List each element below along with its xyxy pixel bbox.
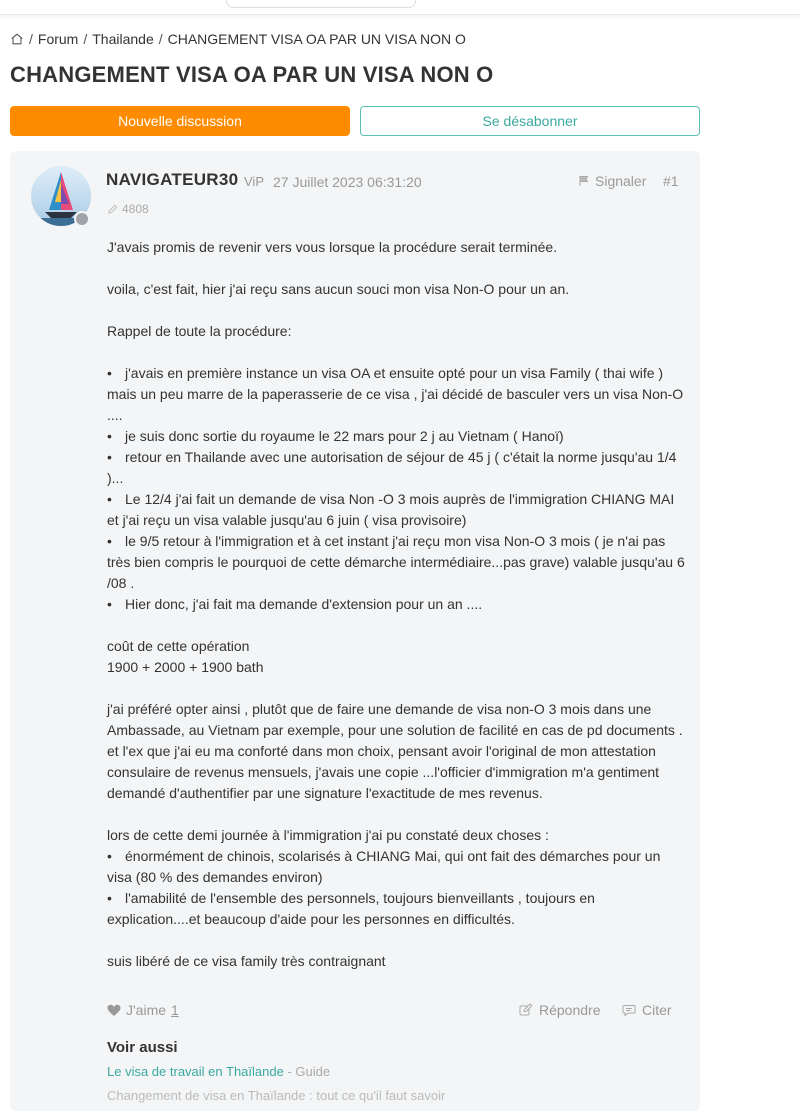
reply-button[interactable] bbox=[519, 1002, 601, 1018]
vip-badge: ViP bbox=[244, 174, 264, 189]
breadcrumb-separator: / bbox=[83, 31, 88, 47]
post-paragraph: coût de cette opération 1900 + 2000 + 1900 bath bbox=[107, 638, 264, 675]
post-number[interactable]: #1 bbox=[663, 173, 679, 189]
author-post-count bbox=[107, 202, 149, 216]
online-status-indicator bbox=[74, 211, 90, 227]
post-body bbox=[107, 237, 689, 993]
unsubscribe-button[interactable]: Se désabonner bbox=[360, 106, 700, 136]
search-input[interactable] bbox=[226, 0, 416, 8]
edit-icon bbox=[519, 1003, 533, 1017]
like-label: J'aime bbox=[126, 1002, 167, 1018]
list-item: • énormément de chinois, scolarisés à CHIANG Mai, qui ont fait des démarches pour un visa (80 % des demandes environ) bbox=[107, 848, 661, 885]
reply-label: Répondre bbox=[539, 1002, 601, 1018]
observations-list bbox=[107, 846, 689, 930]
post-paragraph: Rappel de toute la procédure: bbox=[107, 323, 292, 339]
pencil-icon bbox=[107, 204, 118, 215]
quote-button[interactable] bbox=[622, 1002, 672, 1018]
heart-icon bbox=[107, 1004, 121, 1017]
flag-icon bbox=[578, 175, 590, 187]
see-also-tag: - Guide bbox=[287, 1064, 331, 1079]
breadcrumb-current: CHANGEMENT VISA OA PAR UN VISA NON O bbox=[167, 31, 466, 47]
breadcrumb-forum-link[interactable]: Forum bbox=[37, 31, 79, 47]
list-item: • Hier donc, j'ai fait ma demande d'extension pour un an .... bbox=[107, 596, 483, 612]
report-label: Signaler bbox=[595, 173, 647, 189]
breadcrumb bbox=[10, 31, 466, 47]
breadcrumb-separator: / bbox=[29, 31, 33, 47]
post-paragraph: lors de cette demi journée à l'immigration j'ai pu constaté deux choses : bbox=[107, 827, 549, 843]
like-count[interactable]: 1 bbox=[171, 1002, 179, 1018]
page-title: CHANGEMENT VISA OA PAR UN VISA NON O bbox=[10, 62, 494, 87]
post-paragraph: suis libéré de ce visa family très contraignant bbox=[107, 953, 386, 969]
procedure-steps-list bbox=[107, 363, 689, 615]
post-paragraph: voila, c'est fait, hier j'ai reçu sans aucun souci mon visa Non-O pour un an. bbox=[107, 281, 570, 297]
list-item: • j'avais en première instance un visa OA et ensuite opté pour un visa Family ( thai wife ) mais un peu marre de la paperasserie de ce visa , j'ai décidé de basculer vers un visa Non-O .... bbox=[107, 365, 684, 423]
author-name[interactable]: NAVIGATEUR30 bbox=[106, 170, 239, 189]
see-also-link[interactable]: Changement de visa en Thaïlande : tout ce qu'il faut savoir bbox=[107, 1088, 446, 1103]
post-paragraph: j'ai préféré opter ainsi , plutôt que de faire une demande de visa non-O 3 mois dans une Ambassade, au Vietnam par exemple, pour une solution de facilité en cas de pd documents . et l'ex que j'ai eu ma conforté dans mon choix, pensant avoir l'original de mon attestation consulaire de revenus mensuels, j'avais une copie ...l'officier d'immigration m'a gentiment demandé d'authentifier par une signature l'exactitude de mes revenus. bbox=[107, 701, 683, 801]
list-item: • retour en Thailande avec une autorisation de séjour de 45 j ( c'était la norme jusqu'au 1/4 )... bbox=[107, 449, 677, 486]
list-item: • je suis donc sortie du royaume le 22 mars pour 2 j au Vietnam ( Hanoï) bbox=[107, 428, 564, 444]
new-discussion-button[interactable]: Nouvelle discussion bbox=[10, 106, 350, 136]
breadcrumb-separator: / bbox=[158, 31, 163, 47]
like-button[interactable] bbox=[107, 1002, 179, 1018]
see-also-heading: Voir aussi bbox=[107, 1039, 178, 1056]
speech-bubble-icon bbox=[622, 1003, 636, 1017]
breadcrumb-section-link[interactable]: Thailande bbox=[92, 31, 154, 47]
list-item: • l'amabilité de l'ensemble des personnels, toujours bienveillants , toujours en explication....et beaucoup d'aide pour les personnes en difficultés. bbox=[107, 890, 595, 927]
see-also-item bbox=[107, 1064, 330, 1079]
report-button[interactable] bbox=[578, 173, 646, 189]
quote-label: Citer bbox=[642, 1002, 672, 1018]
top-bar bbox=[0, 0, 800, 15]
post-count-value: 4808 bbox=[122, 202, 149, 216]
see-also-link[interactable]: Le visa de travail en Thaïlande bbox=[107, 1064, 284, 1079]
home-icon[interactable] bbox=[10, 32, 24, 46]
post-date: 27 Juillet 2023 06:31:20 bbox=[273, 174, 422, 190]
list-item: • le 9/5 retour à l'immigration et à cet instant j'ai reçu mon visa Non-O 3 mois ( je n'ai pas très bien compris le pourquoi de cette démarche intermédiaire...pas grave) valable jusqu'au 6 /08 . bbox=[107, 533, 685, 591]
list-item: • Le 12/4 j'ai fait un demande de visa Non -O 3 mois auprès de l'immigration CHIANG MAI et j'ai reçu un visa valable jusqu'au 6 juin ( visa provisoire) bbox=[107, 491, 675, 528]
post-paragraph: J'avais promis de revenir vers vous lorsque la procédure serait terminée. bbox=[107, 239, 558, 255]
